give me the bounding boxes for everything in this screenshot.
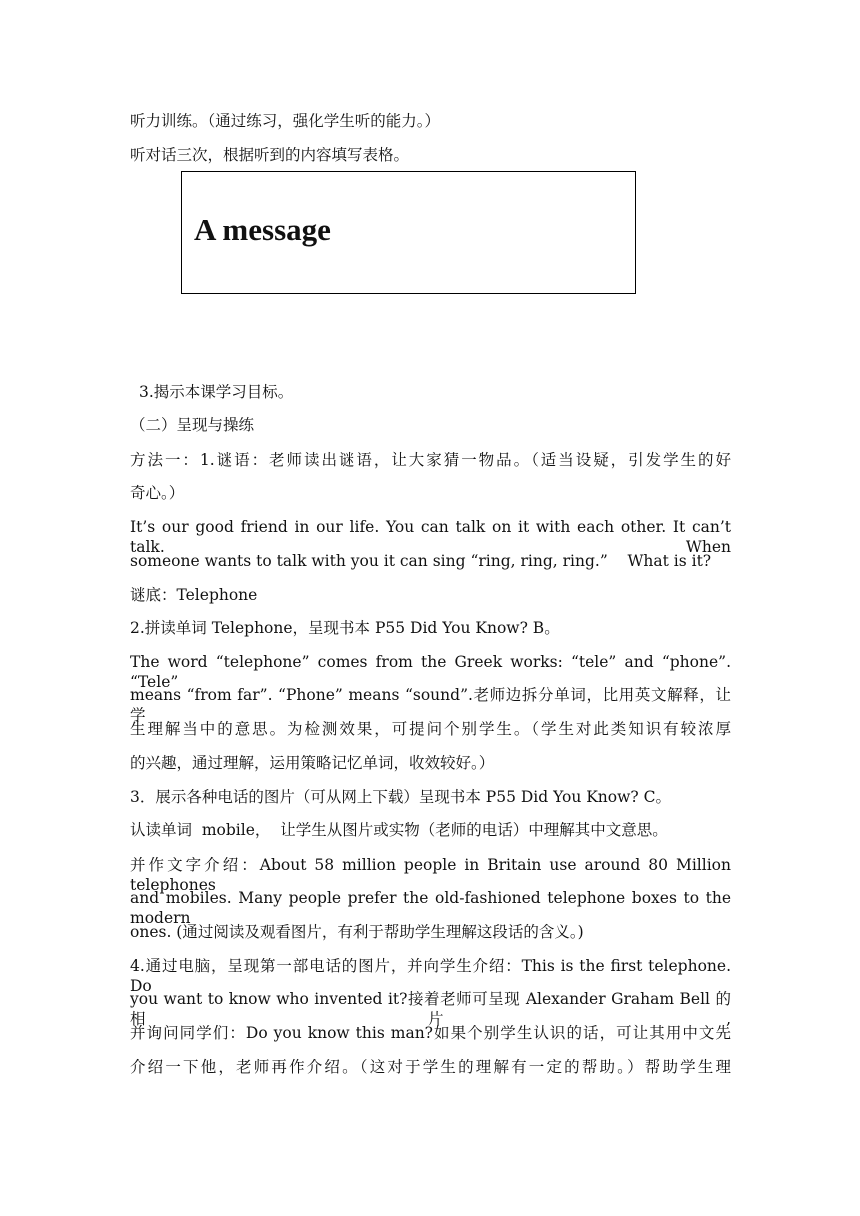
word-origin-line-2: means “from far”. “Phone” means “sound”.老师边拆分单词，比用英文解释，让学 xyxy=(130,686,731,724)
spelling-step-line: 2.拼读单词 Telephone，呈现书本 P55 Did You Know? B。 xyxy=(130,619,560,637)
britain-intro-line-1: 并作文字介绍：About 58 million people in Britain use around 80 Million telephones xyxy=(130,856,731,894)
britain-intro-line-3: ones. (通过阅读及观看图片，有利于帮助学生理解这段话的含义。) xyxy=(130,923,584,941)
mobile-word-line: 认读单词 mobile， 让学生从图片或实物（老师的电话）中理解其中文意思。 xyxy=(130,821,668,839)
word-origin-line-3: 生理解当中的意思。为检测效果，可提问个别学生。（学生对此类知识有较浓厚 xyxy=(130,720,731,738)
message-table-title: A message xyxy=(194,212,331,247)
riddle-text-line-2: someone wants to talk with you it can sing “ring, ring, ring.” What is it? xyxy=(130,552,712,570)
word-origin-line-4: 的兴趣，通过理解，运用策略记忆单词，收效较好。） xyxy=(130,754,495,772)
listening-training-line: 听力训练。（通过练习，强化学生听的能力。） xyxy=(130,112,441,130)
first-telephone-line-4: 介绍一下他，老师再作介绍。（这对于学生的理解有一定的帮助。）帮助学生理 xyxy=(130,1058,731,1076)
first-telephone-line-3: 并询问同学们：Do you know this man?如果个别学生认识的话，可让其用中文先 xyxy=(130,1024,731,1042)
riddle-text-line-1: It’s our good friend in our life. You can talk on it with each other. It can’t talk. When xyxy=(130,518,731,556)
curiosity-note-line: 奇心。） xyxy=(130,484,185,502)
telephone-pictures-step-line: 3．展示各种电话的图片（可从网上下载）呈现书本 P55 Did You Know? C。 xyxy=(130,788,671,806)
britain-intro-line-2: and mobiles. Many people prefer the old-fashioned telephone boxes to the modern xyxy=(130,889,731,927)
riddle-answer-line: 谜底：Telephone xyxy=(130,586,258,604)
method-one-riddle-line: 方法一：1.谜语：老师读出谜语，让大家猜一物品。（适当设疑，引发学生的好 xyxy=(130,451,731,469)
message-table-box xyxy=(181,171,636,294)
word-origin-line-1: The word “telephone” comes from the Greek works: “tele” and “phone”. “Tele” xyxy=(130,653,731,691)
learning-goals-line: 3.揭示本课学习目标。 xyxy=(139,383,294,401)
listen-dialogue-instruction: 听对话三次，根据听到的内容填写表格。 xyxy=(130,146,410,164)
first-telephone-line-2: you want to know who invented it?接着老师可呈现 Alexander Graham Bell 的相片, xyxy=(130,990,731,1028)
section-heading-presentation: （二）呈现与操练 xyxy=(130,416,255,434)
first-telephone-line-1: 4.通过电脑，呈现第一部电话的图片，并向学生介绍：This is the first telephone. Do xyxy=(130,957,731,995)
